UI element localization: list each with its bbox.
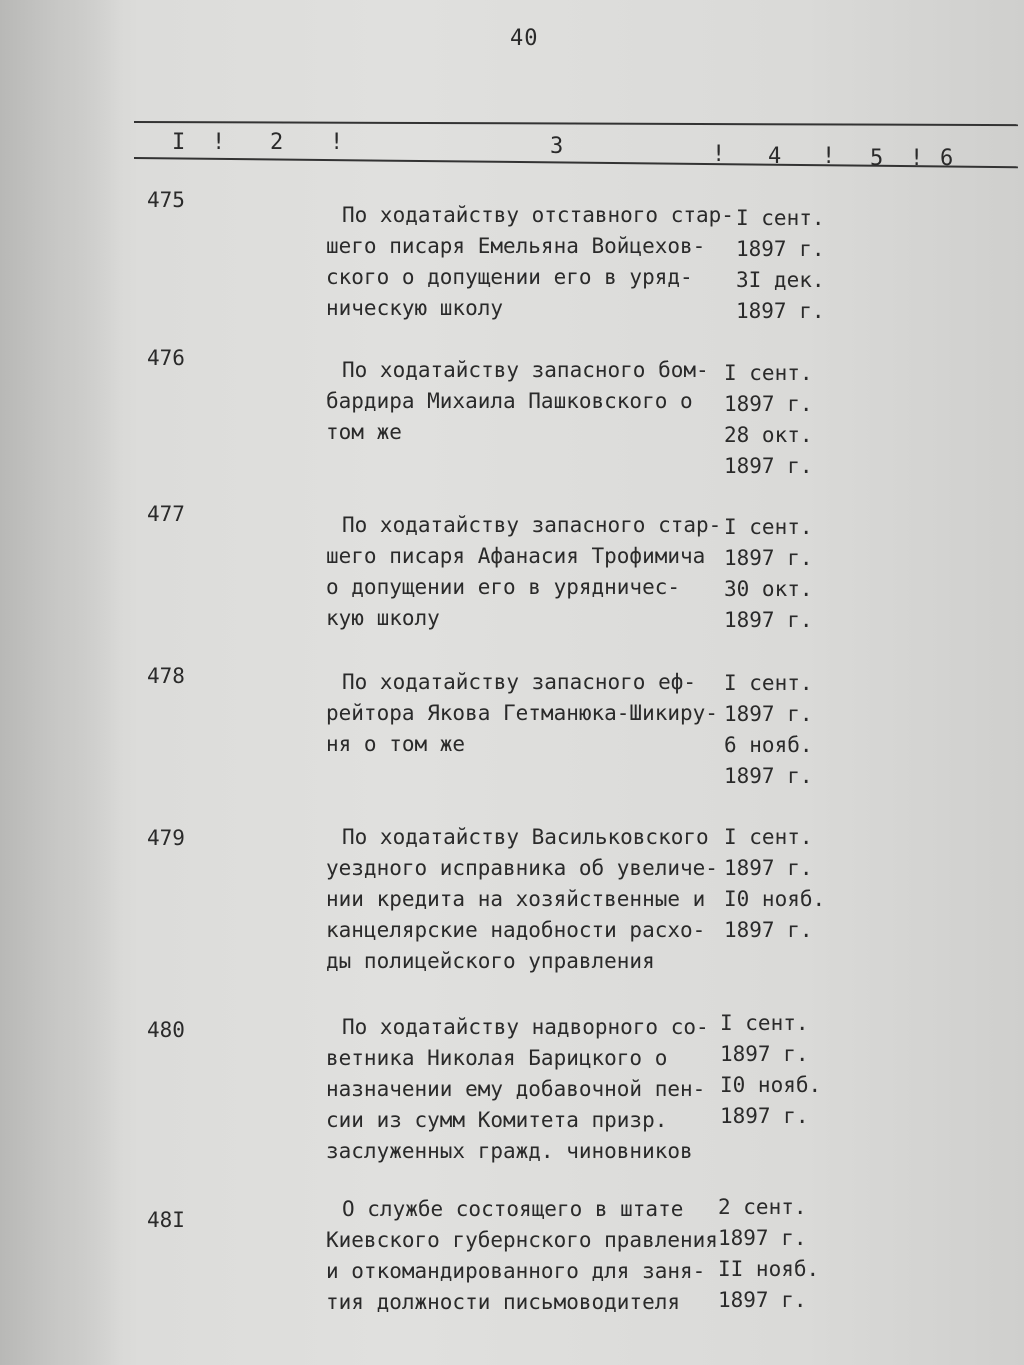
entry-date-end-year: 1897 г. bbox=[724, 764, 813, 788]
entry-date-end-year: 1897 г. bbox=[724, 608, 813, 632]
entry-date-end-year: 1897 г. bbox=[724, 918, 813, 942]
entry-date-end-year: 1897 г. bbox=[720, 1104, 809, 1128]
entry-line: уездного исправника об увеличе- bbox=[326, 856, 718, 880]
entry-line: По ходатайству запасного бом- bbox=[342, 358, 709, 382]
entry-number: 475 bbox=[147, 188, 185, 212]
entry-line: нии кредита на хозяйственные и bbox=[326, 887, 706, 911]
entry-date-start: I сент. bbox=[724, 671, 813, 695]
header-separator: ! bbox=[330, 130, 344, 155]
header-separator: ! bbox=[910, 146, 924, 171]
header-col-1: I bbox=[172, 130, 186, 155]
header-col-6: 6 bbox=[940, 146, 954, 171]
entry-number: 478 bbox=[147, 664, 185, 688]
entry-dates bbox=[724, 512, 813, 636]
entry-date-end: 30 окт. bbox=[724, 577, 813, 601]
entry-line: По ходатайству запасного еф- bbox=[342, 670, 697, 694]
entry-line: тия должности письмоводителя bbox=[326, 1290, 681, 1314]
entry-description bbox=[326, 355, 726, 448]
entry-line: канцелярские надобности расхо- bbox=[326, 918, 706, 942]
entry-date-start: I сент. bbox=[724, 515, 813, 539]
page-number: 40 bbox=[510, 26, 539, 51]
entry-description bbox=[326, 1012, 726, 1167]
entry-line: о допущении его в урядничес- bbox=[326, 575, 681, 599]
entry-date-end: 28 окт. bbox=[724, 423, 813, 447]
entry-line: ды полицейского управления bbox=[326, 949, 655, 973]
entry-date-start-year: 1897 г. bbox=[724, 392, 813, 416]
entry-description bbox=[326, 200, 734, 324]
entry-date-end: 3I дек. bbox=[736, 268, 825, 292]
entry-line: По ходатайству надворного со- bbox=[342, 1015, 709, 1039]
entry-date-end-year: 1897 г. bbox=[724, 454, 813, 478]
entry-line: По ходатайству запасного стар- bbox=[342, 513, 722, 537]
entry-line: назначении ему добавочной пен- bbox=[326, 1077, 706, 1101]
header-col-2: 2 bbox=[270, 130, 284, 155]
entry-date-end-year: 1897 г. bbox=[718, 1288, 807, 1312]
entry-line: ническую школу bbox=[326, 296, 504, 320]
entry-date-end: I0 нояб. bbox=[724, 887, 826, 911]
entry-date-start: I сент. bbox=[720, 1011, 809, 1035]
entry-description bbox=[326, 1194, 726, 1318]
entry-date-start-year: 1897 г. bbox=[724, 702, 813, 726]
entry-dates bbox=[720, 1008, 821, 1132]
entry-line: кую школу bbox=[326, 606, 440, 630]
entry-line: По ходатайству отставного стар- bbox=[342, 203, 734, 227]
entry-line: бардира Михаила Пашковского о bbox=[326, 389, 693, 413]
table-top-rule bbox=[134, 121, 1018, 126]
entry-date-start: I сент. bbox=[724, 361, 813, 385]
header-col-4: 4 bbox=[768, 144, 782, 169]
entry-date-start-year: 1897 г. bbox=[724, 546, 813, 570]
entry-date-end: II нояб. bbox=[718, 1257, 820, 1281]
entry-date-start: 2 сент. bbox=[718, 1195, 807, 1219]
entry-line: О службе состоящего в штате bbox=[342, 1197, 684, 1221]
entry-line: шего писаря Афанасия Трофимича bbox=[326, 544, 706, 568]
entry-date-end-year: 1897 г. bbox=[736, 299, 825, 323]
entry-line: и откомандированного для заня- bbox=[326, 1259, 706, 1283]
entry-line: том же bbox=[326, 420, 402, 444]
entry-number: 476 bbox=[147, 346, 185, 370]
entry-date-end: I0 нояб. bbox=[720, 1073, 822, 1097]
entry-number: 48I bbox=[147, 1208, 185, 1232]
entry-date-start-year: 1897 г. bbox=[736, 237, 825, 261]
entry-line: Киевского губернского правления bbox=[326, 1228, 718, 1252]
entry-date-start-year: 1897 г. bbox=[720, 1042, 809, 1066]
entry-date-start: I сент. bbox=[736, 206, 825, 230]
table-header-rule bbox=[134, 157, 1018, 168]
entry-dates bbox=[724, 668, 813, 792]
entry-line: ского о допущении его в уряд- bbox=[326, 265, 693, 289]
book-spine-shadow bbox=[0, 0, 120, 1365]
entry-dates bbox=[718, 1192, 819, 1316]
entry-dates bbox=[736, 203, 825, 327]
entry-number: 477 bbox=[147, 502, 185, 526]
entry-line: По ходатайству Васильковского bbox=[342, 825, 709, 849]
header-separator: ! bbox=[212, 130, 226, 155]
entry-date-end: 6 нояб. bbox=[724, 733, 813, 757]
header-col-5: 5 bbox=[870, 146, 884, 171]
entry-line: сии из сумм Комитета призр. bbox=[326, 1108, 668, 1132]
entry-dates bbox=[724, 822, 825, 946]
entry-number: 480 bbox=[147, 1018, 185, 1042]
entry-date-start: I сент. bbox=[724, 825, 813, 849]
entry-description bbox=[326, 822, 726, 977]
header-separator: ! bbox=[712, 142, 726, 167]
entry-date-start-year: 1897 г. bbox=[724, 856, 813, 880]
header-col-3: 3 bbox=[550, 134, 564, 159]
header-separator: ! bbox=[822, 144, 836, 169]
entry-number: 479 bbox=[147, 826, 185, 850]
entry-dates bbox=[724, 358, 813, 482]
entry-line: ветника Николая Барицкого о bbox=[326, 1046, 668, 1070]
entry-line: заслуженных гражд. чиновников bbox=[326, 1139, 693, 1163]
entry-line: ня о том же bbox=[326, 732, 466, 756]
entry-line: шего писаря Емельяна Войцехов- bbox=[326, 234, 706, 258]
entry-description bbox=[326, 667, 726, 760]
entry-line: рейтора Якова Гетманюка-Шикиру- bbox=[326, 701, 718, 725]
entry-description bbox=[326, 510, 726, 634]
entry-date-start-year: 1897 г. bbox=[718, 1226, 807, 1250]
